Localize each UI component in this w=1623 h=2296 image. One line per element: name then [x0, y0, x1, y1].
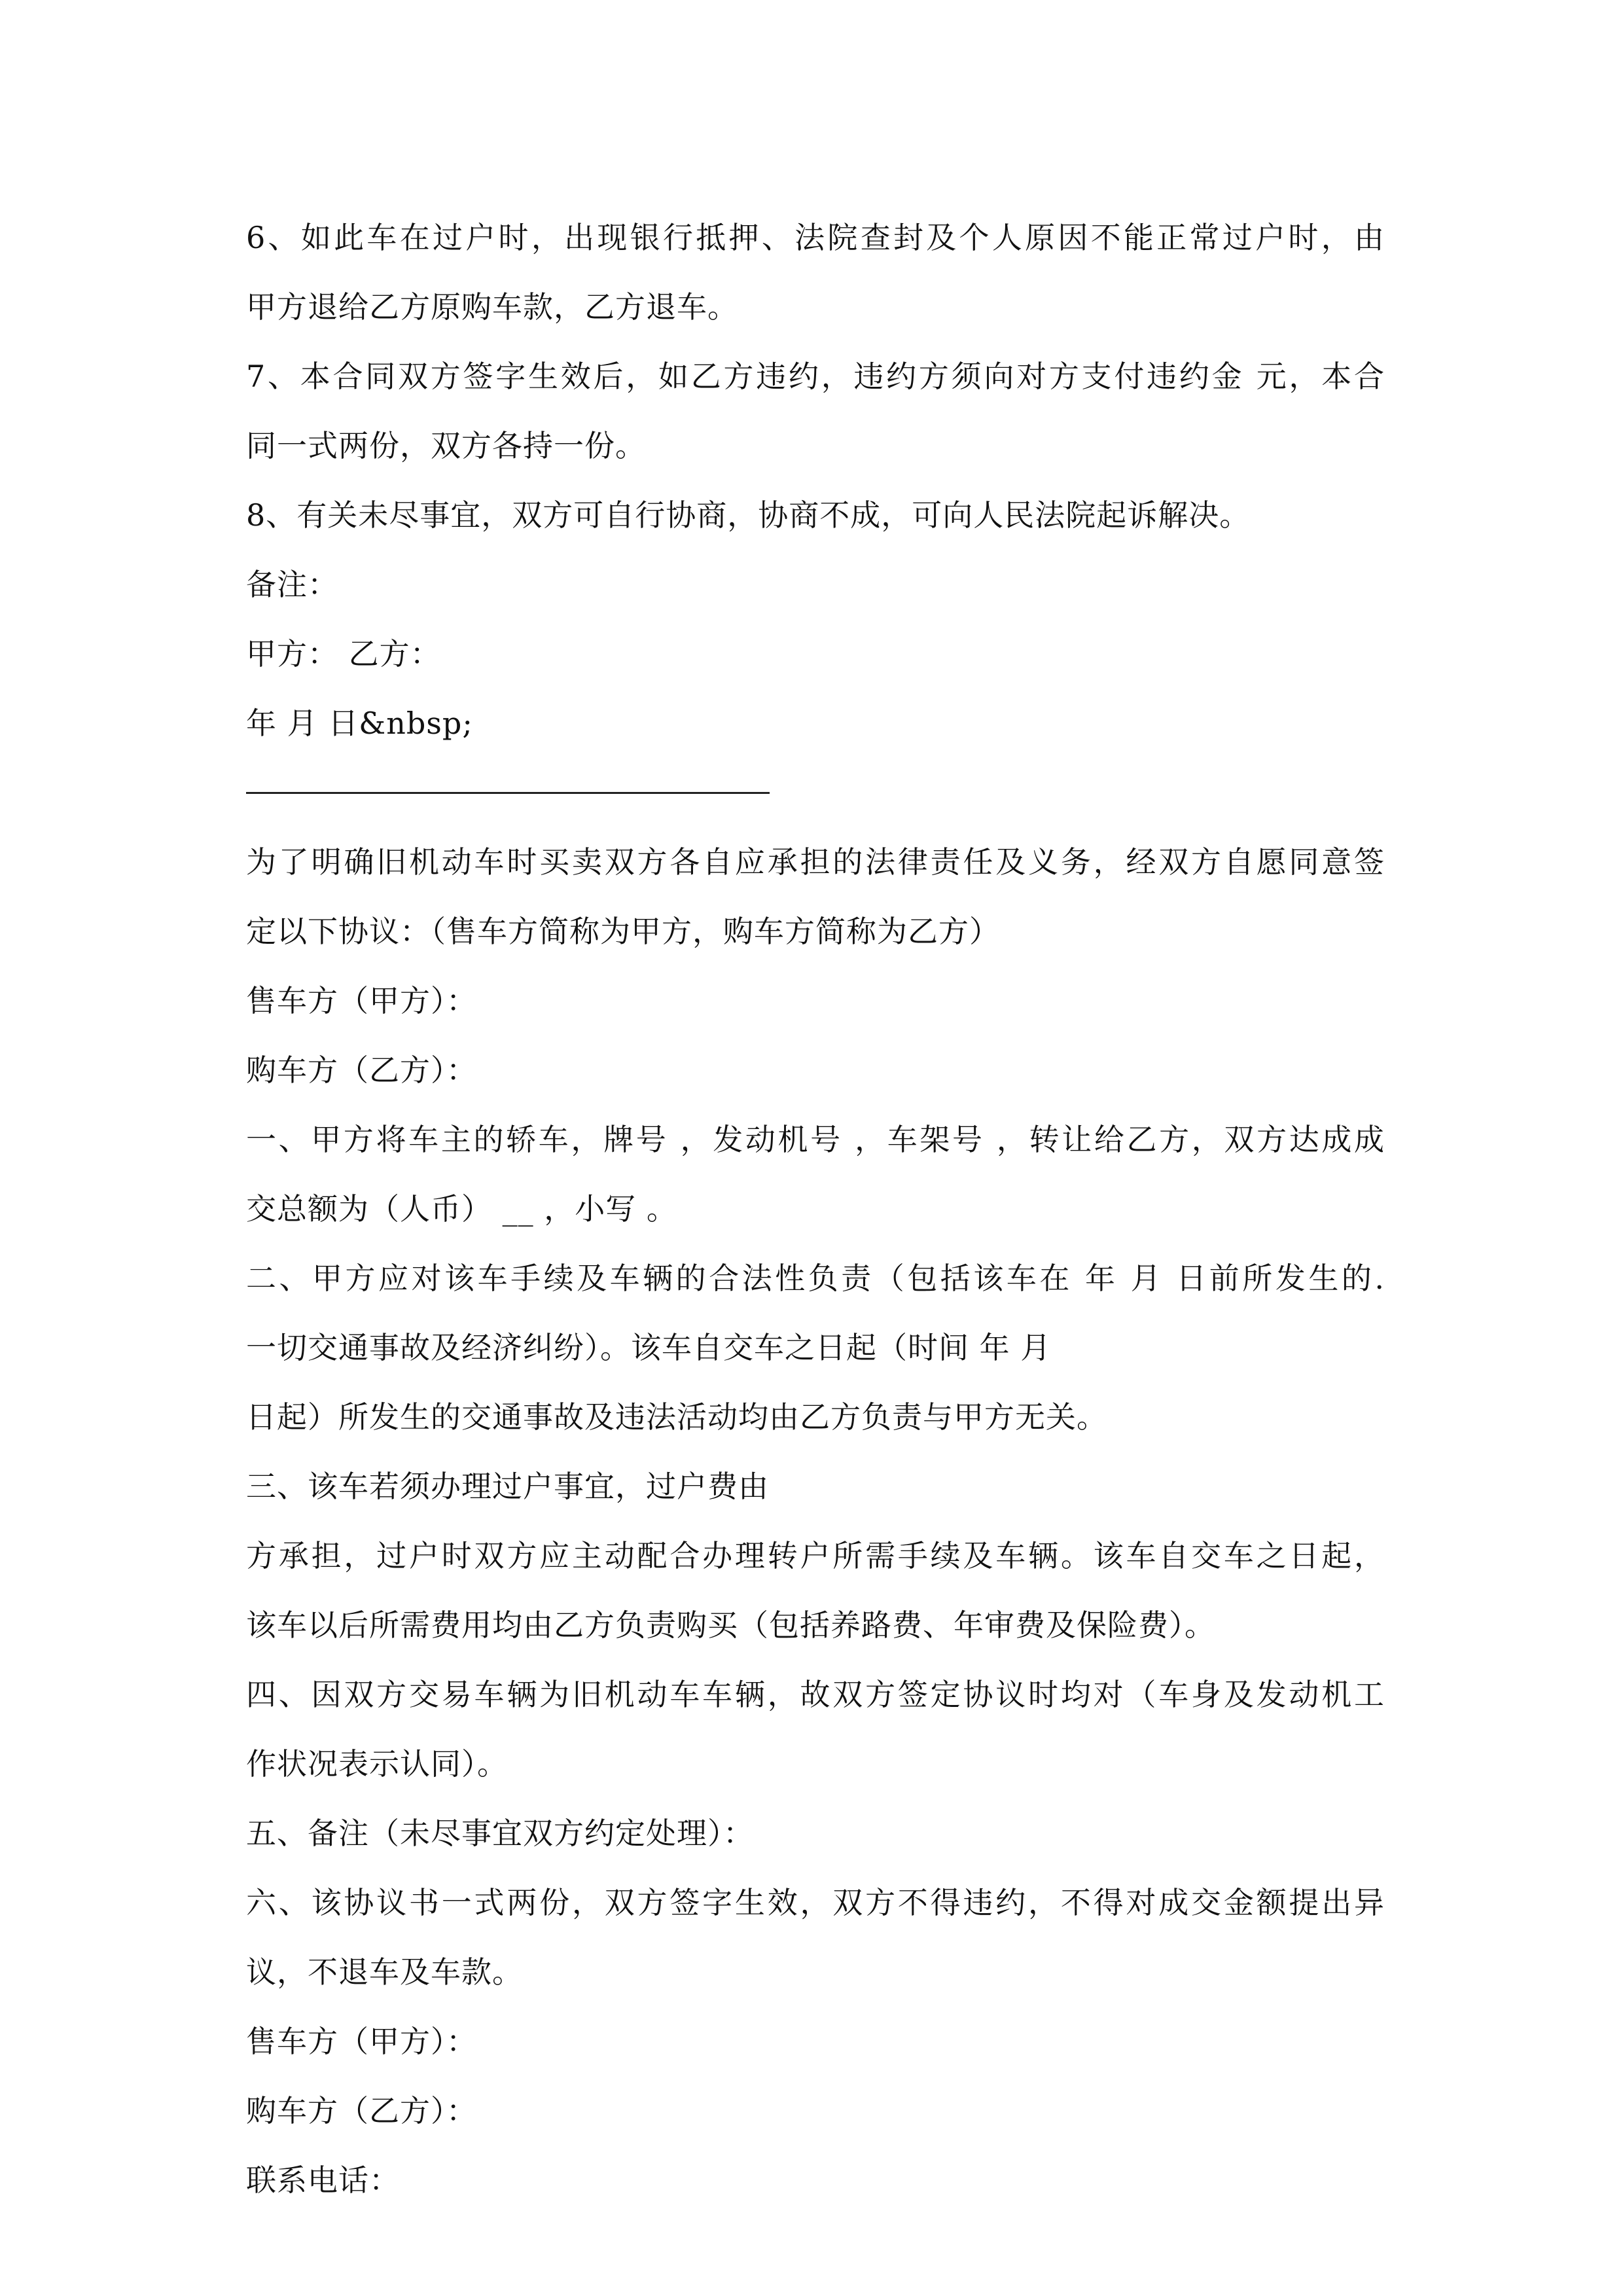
text-line: 一切交通事故及经济纠纷）。该车自交车之日起（时间 年 月	[246, 1330, 1052, 1365]
text-line: 购车方（乙方）：	[246, 2093, 477, 2128]
text-line: 议，不退车及车款。	[246, 1954, 523, 1990]
text-line: 联系电话：	[246, 2162, 400, 2198]
text-line: 售车方（甲方）：	[246, 2024, 477, 2059]
text-line: 定以下协议：（售车方简称为甲方，购车方简称为乙方）	[246, 914, 1000, 949]
text-line: 年 月 日&nbsp;	[246, 706, 473, 741]
document-body	[246, 203, 1385, 2215]
text-line: 同一式两份，双方各持一份。	[246, 428, 646, 463]
text-line: 售车方（甲方）：	[246, 983, 477, 1018]
text-line: 六、该协议书一式两份，双方签字生效，双方不得违约，不得对成交金额提出异	[246, 1885, 1385, 1920]
text-line: 日起）所发生的交通事故及违法活动均由乙方负责与甲方无关。	[246, 1399, 1107, 1435]
text-line: 方承担，过户时双方应主动配合办理转户所需手续及车辆。该车自交车之日起，	[246, 1538, 1385, 1573]
text-line: 四、因双方交易车辆为旧机动车车辆，故双方签定协议时均对（车身及发动机工	[246, 1677, 1385, 1712]
text-line: 交总额为（人币） __ ，小写 。	[246, 1191, 677, 1227]
text-line: 7、本合同双方签字生效后，如乙方违约，违约方须向对方支付违约金 元，本合	[246, 359, 1385, 394]
text-line: 二、甲方应对该车手续及车辆的合法性负责（包括该车在 年 月 日前所发生的.	[246, 1261, 1385, 1296]
text-line: 为了明确旧机动车时买卖双方各自应承担的法律责任及义务，经双方自愿同意签	[246, 844, 1385, 880]
text-line: 备注：	[246, 567, 338, 602]
text-line: 三、该车若须办理过户事宜，过户费由	[246, 1469, 769, 1504]
separator-rule	[246, 758, 1385, 827]
text-line: 甲方退给乙方原购车款，乙方退车。	[246, 289, 738, 325]
text-line: 6、如此车在过户时，出现银行抵押、法院查封及个人原因不能正常过户时，由	[246, 220, 1385, 255]
text-line: 购车方（乙方）：	[246, 1052, 477, 1088]
text-line: 五、备注（未尽事宜双方约定处理）：	[246, 1816, 754, 1851]
text-line: 甲方： 乙方：	[246, 636, 441, 672]
text-line: 该车以后所需费用均由乙方负责购买（包括养路费、年审费及保险费）。	[246, 1607, 1215, 1643]
text-line: 作状况表示认同）。	[246, 1746, 508, 1782]
text-line: 8、有关未尽事宜，双方可自行协商，协商不成，可向人民法院起诉解决。	[246, 497, 1251, 533]
text-line: 一、甲方将车主的轿车，牌号 ，发动机号 ，车架号 ，转让给乙方，双方达成成	[246, 1122, 1385, 1157]
